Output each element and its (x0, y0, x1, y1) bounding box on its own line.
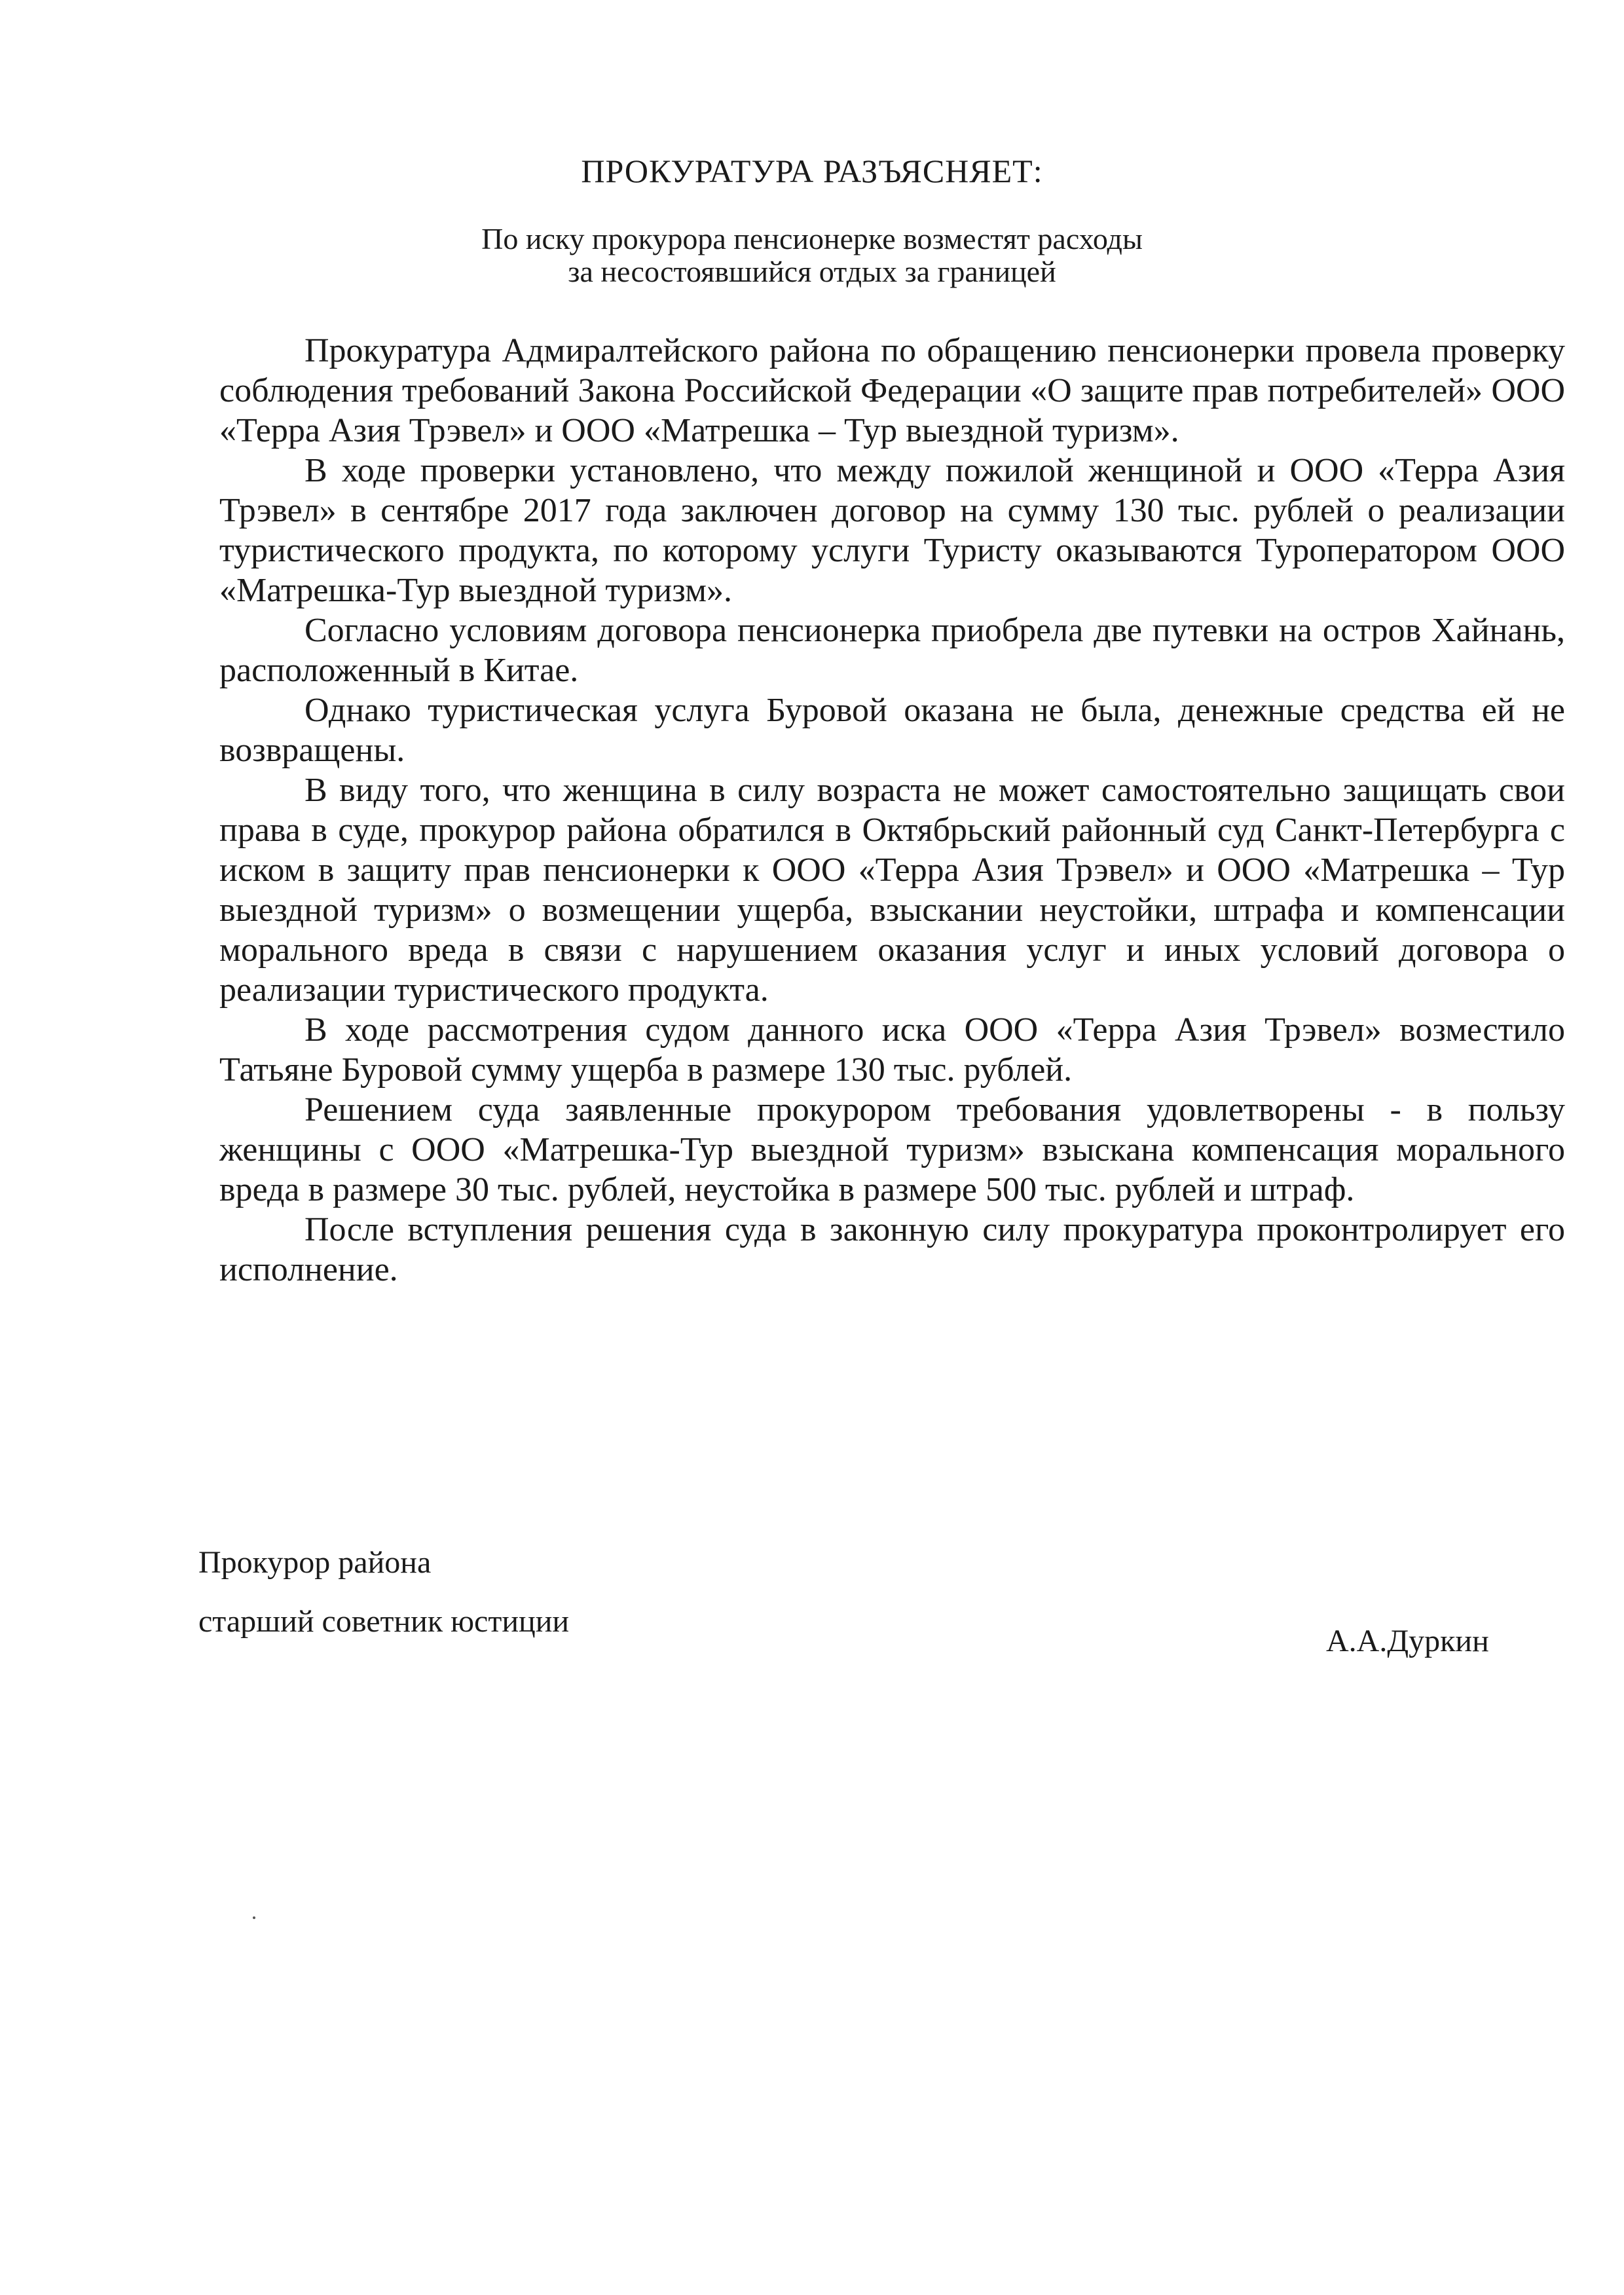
paragraph: В ходе рассмотрения судом данного иска ООО «Терра Азия Трэвел» возместило Татьяне Буровой сумму ущерба в размере 130 тыс. рублей. (219, 1011, 1565, 1089)
document-subheading-line-2: за несостоявшийся отдых за границей (568, 255, 1056, 288)
signature-position: Прокурор района (198, 1545, 432, 1580)
paragraph: Согласно условиям договора пенсионерка приобрела две путевки на остров Хайнань, расположенный в Китае. (219, 612, 1565, 689)
document-subheading-line-1: По иску прокурора пенсионерке возместят расходы (481, 222, 1143, 255)
paragraph: В ходе проверки установлено, что между пожилой женщиной и ООО «Терра Азия Трэвел» в сентябре 2017 года заключен договор на сумму 130 тыс. рублей о реализации туристического продукта, по которому услуги Туристу оказываются Туроператором ООО «Матрешка-Тур выездной туризм». (219, 452, 1565, 609)
paragraph: После вступления решения суда в законную силу прокуратура проконтролирует его исполнение. (219, 1211, 1565, 1288)
document-body (219, 331, 1565, 1290)
paragraph: В виду того, что женщина в силу возраста не может самостоятельно защищать свои права в суде, прокурор района обратился в Октябрьский районный суд Санкт-Петербурга с иском в защиту прав пенсионерки к ООО «Терра Азия Трэвел» и ООО «Матрешка – Тур выездной туризм» о возмещении ущерба, взыскании неустойки, штрафа и компенсации морального вреда в связи с нарушением оказания услуг и иных условий договора о реализации туристического продукта. (219, 772, 1565, 1009)
scan-speck (253, 1916, 255, 1919)
paragraph: Прокуратура Адмиралтейского района по обращению пенсионерки провела проверку соблюдения требований Закона Российской Федерации «О защите прав потребителей» ООО «Терра Азия Трэвел» и ООО «Матрешка – Тур выездной туризм». (219, 332, 1565, 449)
document-heading: ПРОКУРАТУРА РАЗЪЯСНЯЕТ: (581, 153, 1043, 189)
paragraph: Решением суда заявленные прокурором требования удовлетворены - в пользу женщины с ООО «Матрешка-Тур выездной туризм» взыскана компенсация морального вреда в размере 30 тыс. рублей, неустойка в размере 500 тыс. рублей и штраф. (219, 1091, 1565, 1208)
signature-name: А.А.Дуркин (1326, 1624, 1489, 1658)
signature-rank: старший советник юстиции (198, 1604, 570, 1639)
paragraph: Однако туристическая услуга Буровой оказана не была, денежные средства ей не возвращены. (219, 692, 1565, 769)
